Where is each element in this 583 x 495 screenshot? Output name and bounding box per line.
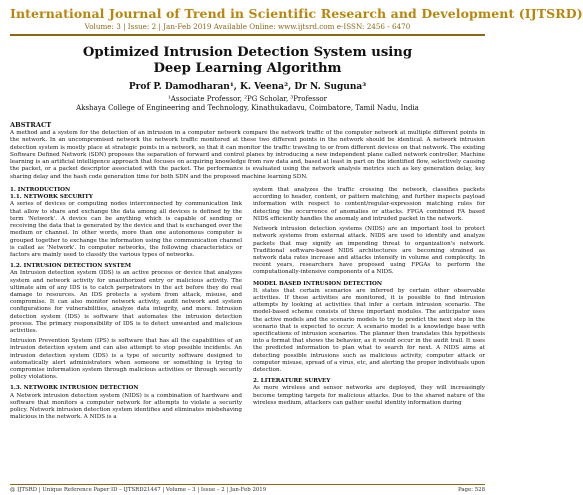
paragraph: Network intrusion detection systems (NIDS) are an important tool to protect network systems from external attack. NIDS are used to identify and analyze packets that may signify an impending threat to organization's network. Traditional software-based NIDS architectures are becoming strained as network data rates increase and attacks intensify in volume and complexity. In recent years, researchers have proposed using FPGAs to perform the computationally-intensive components of a NIDS. <box>253 226 485 276</box>
footer-reference: @ IJTSRD | Unique Reference Paper ID – IJTSRD21447 | Volume – 3 | Issue – 2 | Jan-Feb 2019 <box>10 487 267 493</box>
page-footer <box>10 484 485 493</box>
right-column <box>253 187 485 424</box>
paper-title <box>10 45 485 77</box>
paragraph: Intrusion Prevention System (IPS) is software that has all the capabilities of an intrusion detection system and can also attempt to stop possible incidents. An intrusion detection system (IDS) is a type of security software designed to automatically alert administrators when someone or something is trying to compromise information system through malicious activities or through security policy violations. <box>10 338 242 381</box>
abstract-text: A method and a system for the detection of an intrusion in a computer network compare the network traffic of the computer network at multiple different points in the network. In an uncompromised network the network traffic monitored at these two different points in the network should be identical. A network intrusion detection system is mostly place at strategic points in a network, so that it can monitor the traffic traveling to or from different devices on that network. The existing Software Defined Network (SDN) proposes the separation of forward and control planes by introducing a new independent plane called network controller. Machine learning is an artificial intelligence approach that focuses on acquiring knowledge from raw data and, based at least in part on the identified flow, selectively causing the packet, or a packet descriptor associated with the packet. The performance is evaluated using the network analysis metrics such as key generation delay, key sharing delay and the hash code generation time for both SDN and the proposed machine learning SDN. <box>10 130 485 180</box>
journal-subtitle[interactable]: Volume: 3 | Issue: 2 | Jan-Feb 2019 Available Online: www.ijtsrd.com e-ISSN: 2456 - 6470 <box>84 22 411 31</box>
left-column <box>10 187 242 424</box>
affiliation-institution: Akshaya College of Engineering and Technology, Kinathukadavu, Coimbatore, Tamil Nadu, India <box>76 104 419 112</box>
authors: Prof P. Damodharan¹, K. Veena², Dr N. Suguna³ <box>128 82 367 92</box>
paragraph: A series of devices or computing nodes interconnected by communication link that allow to share and exchange the data among all devices is defined by the term 'Network'. A device can be anything which is capable of sending or receiving the data that is generated by the device and that is exchanged over the medium or channel. In other words, more than one autonomous computer is grouped together to exchange the information using the communication channel is called as 'Network'. In computer networks, the following characteristics or factors are mainly used to classify the various types of networks. <box>10 201 242 258</box>
section-heading-introduction: 1. INTRODUCTION <box>10 187 71 194</box>
abstract-heading: ABSTRACT <box>10 121 52 129</box>
paragraph: An Intrusion detection system (IDS) is an active process or device that analyzes system and network activity for unauthorized entry or malicious activity. The ultimate aim of any IDS is to catch perpetrators in the act before they do real damage to resources. An IDS protects a system from attack, misuse, and compromise. It can also monitor network activity, audit network and system configurations for vulnerabilities, analyze data integrity, and more. Intrusion detection system (IDS) is software that automates the intrusion detection process. The primary responsibility of IDS is to detect unwanted and malicious activities. <box>10 270 242 334</box>
section-heading-network-security: 1.1. NETWORK SECURITY <box>10 194 93 201</box>
section-heading-nids: 1.3. NETWORK INTRUSION DETECTION <box>10 385 139 392</box>
paragraph: As more wireless and sensor networks are deployed, they will increasingly become tempting targets for malicious attacks. Due to the shared nature of the wireless medium, attackers can gather useful identity information during <box>253 385 485 406</box>
body-columns <box>10 187 485 424</box>
paragraph: It states that certain scenarios are inferred by certain other observable activities. If these activities are monitored, it is possible to find intrusion attempts by looking at activities that infer a certain intrusion scenario. The model-based scheme consists of three important modules. The anticipator uses the active models and the scenario models to try to predict the next step in the scenario that is expected to occur. A scenario model is a knowledge base with specifications of intrusion scenarios. The planner then translates this hypothesis into a format that shows the behavior, as it would occur in the audit trail. It uses the predicted information to plan what to search for next. A NIDS aims at detecting possible intrusions such as malicious activity, computer attack or computer misuse, spread of a virus, etc, and alerting the proper individuals upon detection. <box>253 287 485 373</box>
journal-title[interactable]: International Journal of Trend in Scientific Research and Development (IJTSRD) <box>10 6 583 21</box>
section-heading-model-based: MODEL BASED INTRUSION DETECTION <box>253 280 382 287</box>
section-heading-literature-survey: 2. LITERATURE SURVEY <box>253 378 331 385</box>
page-number: Page: 528 <box>457 487 485 493</box>
paper-title-line2: Deep Learning Algorithm <box>153 61 342 76</box>
journal-header <box>10 0 583 36</box>
paragraph: system that analyzes the traffic crossing the network, classifies packets according to header, content, or pattern matching, and further inspects payload information with respect to content/regular-expression matching rules for detecting the occurrence of anomalies or attacks. FPGA combined FA based NIDS efficiently handles the anomaly and intruded packet in the network. <box>253 187 485 222</box>
affiliation-roles: ¹Associate Professor, ²PG Scholar, ³Professor <box>168 95 327 103</box>
paragraph: A Network intrusion detection system (NIDS) is a combination of hardware and software that monitors a computer network for attempts to violate a security policy. Network intrusion detection system identifies and eliminates misbehaving malicious in the network. A NIDS is a <box>10 392 242 421</box>
affiliation <box>10 95 485 113</box>
paper-title-line1: Optimized Intrusion Detection System using <box>82 45 413 60</box>
section-heading-ids: 1.2. INTRUSION DETECTION SYSTEM <box>10 263 132 270</box>
